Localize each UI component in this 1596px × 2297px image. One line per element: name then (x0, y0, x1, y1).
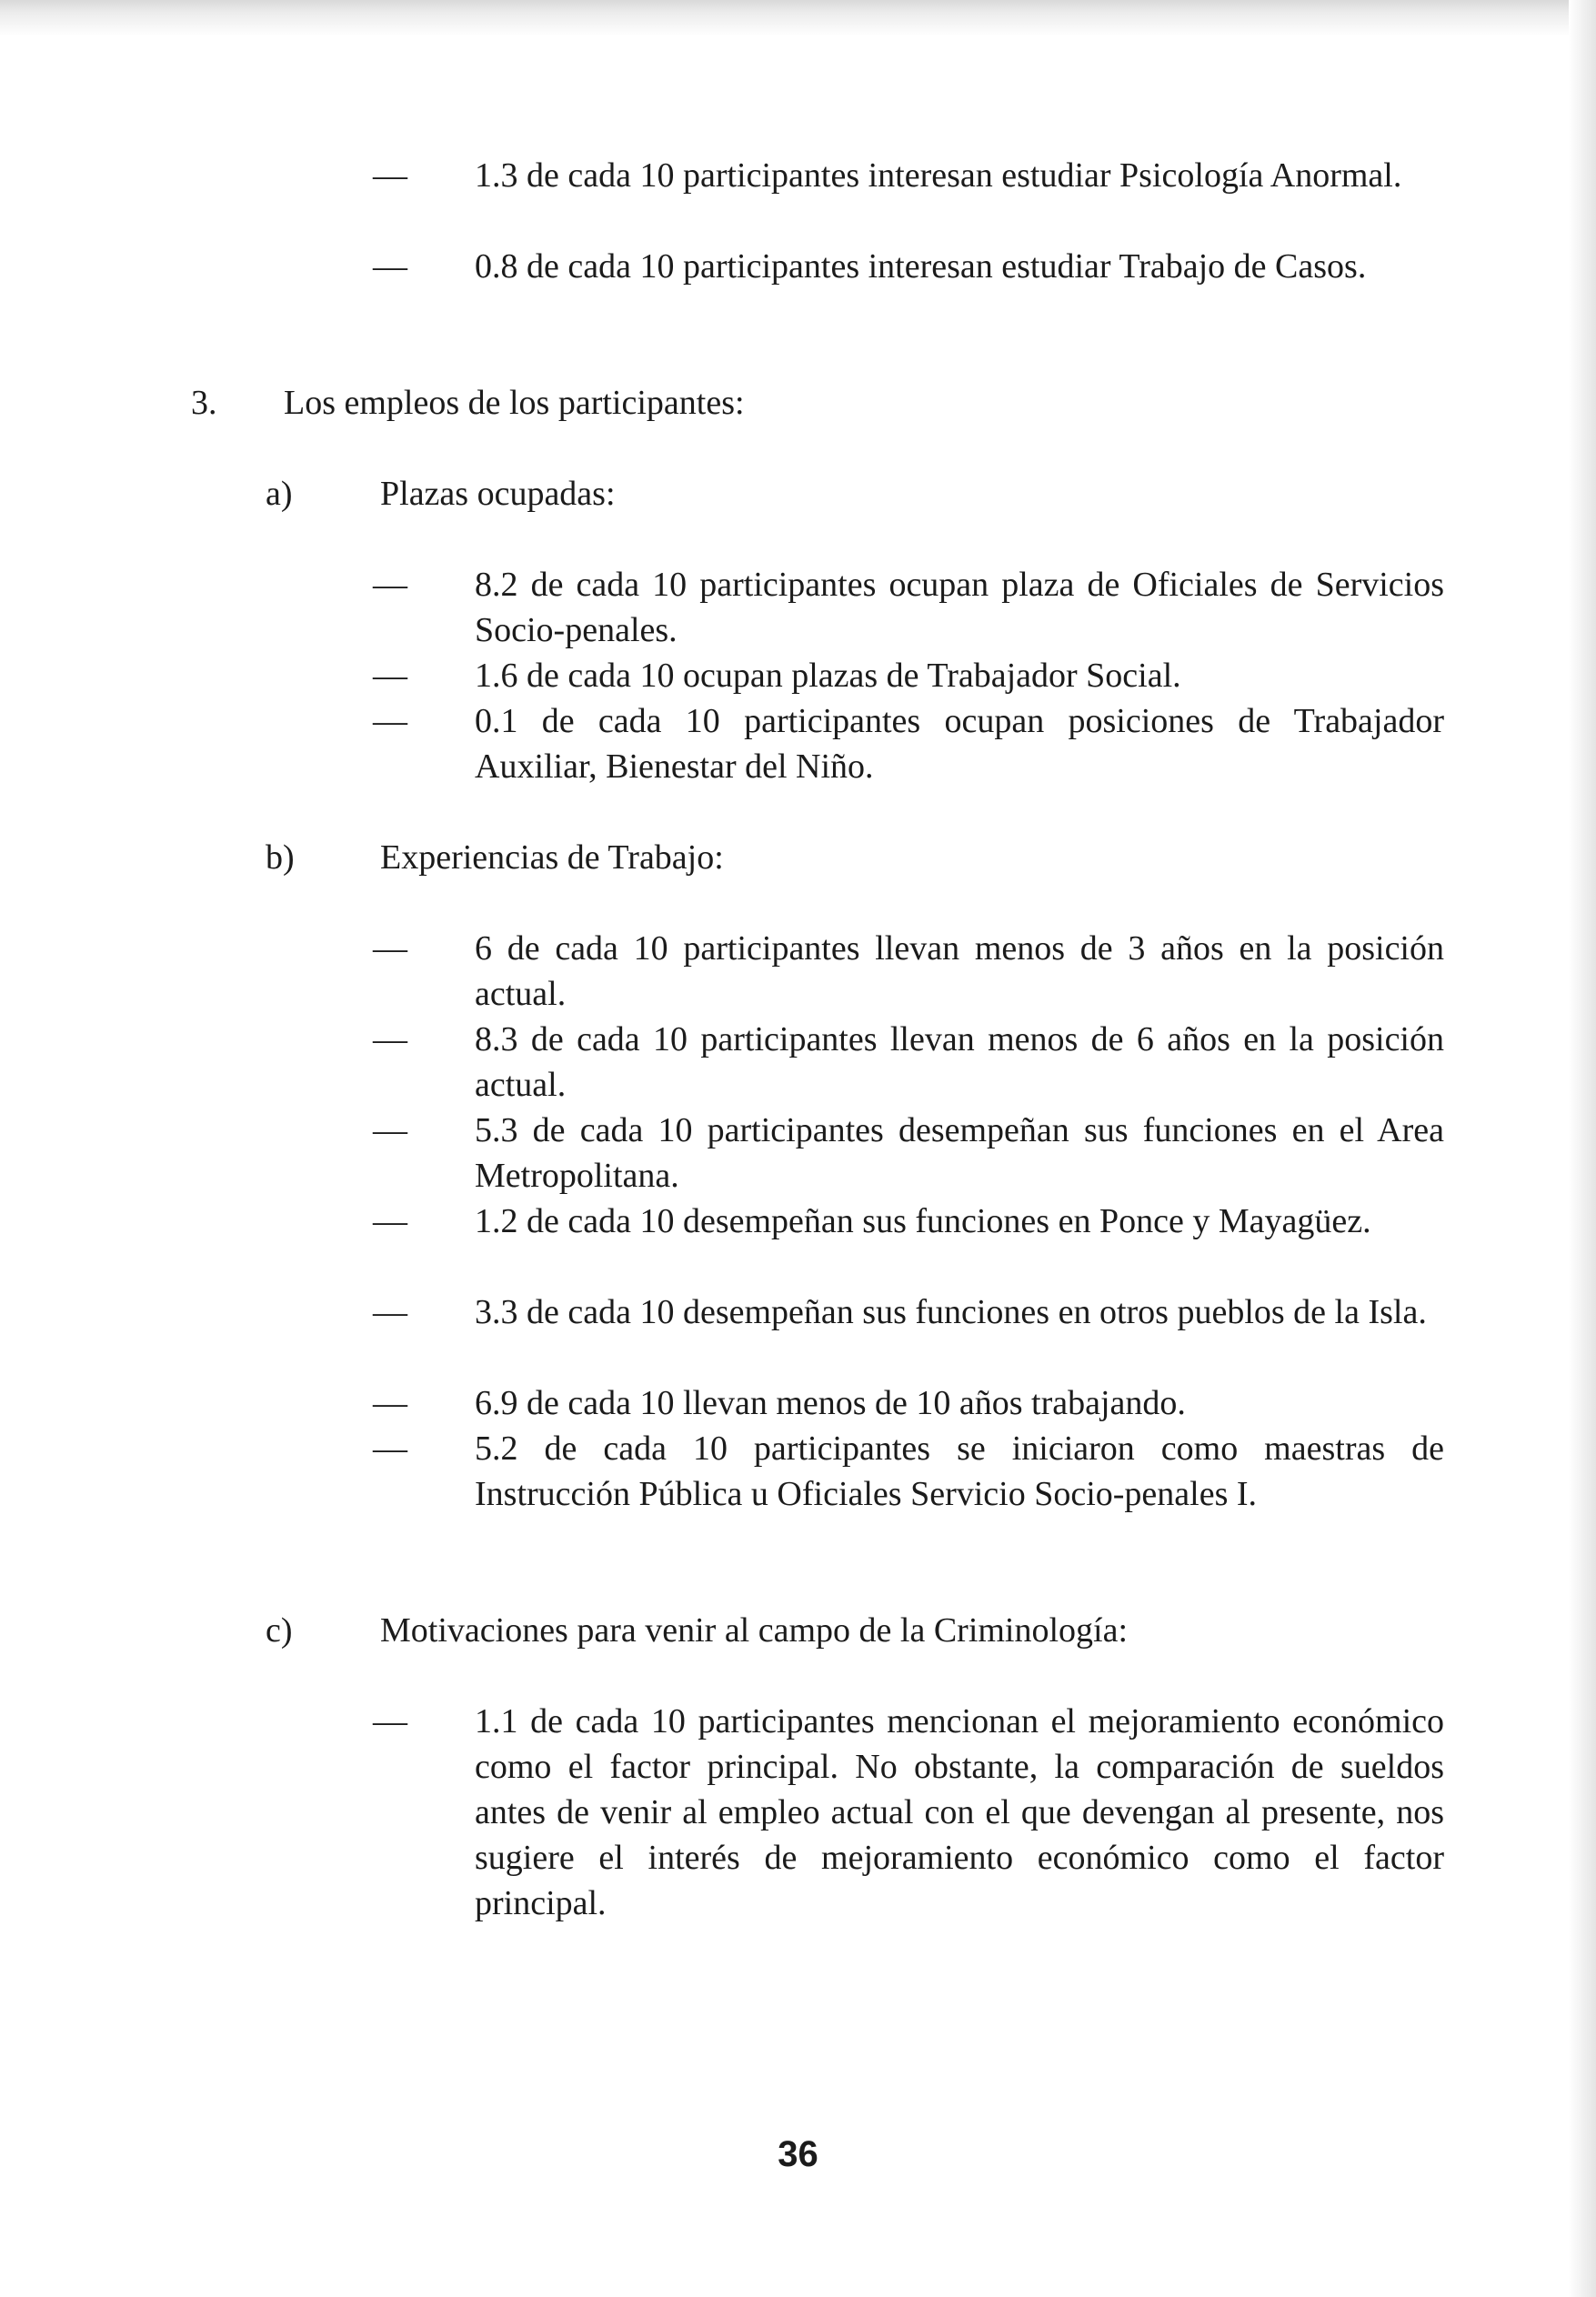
dash-bullet: — (373, 247, 407, 286)
section-number: 3. (191, 384, 217, 422)
list-item (373, 1380, 1444, 1426)
subsection-marker: b) (266, 838, 295, 877)
list-item-text: 6.9 de cada 10 llevan menos de 10 años trabajando. (475, 1384, 1186, 1422)
list-item-text: 1.1 de cada 10 participantes mencionan el mejoramiento económico como el factor principal. No obstante, la comparación de sueldos antes de venir al empleo actual con el que devengan al presente, nos sugiere el interés de mejoramiento económico como el factor principal. (475, 1702, 1444, 1922)
dash-bullet: — (373, 1202, 407, 1240)
list-item (373, 1699, 1444, 1926)
subsection-marker: a) (266, 475, 293, 513)
section-title: Los empleos de los participantes: (284, 384, 745, 422)
list-item-text: 8.2 de cada 10 participantes ocupan plaza de Oficiales de Servicios Socio-penales. (475, 566, 1444, 649)
list-item (373, 244, 1444, 289)
list-item-text: 0.8 de cada 10 participantes interesan estudiar Trabajo de Casos. (475, 247, 1367, 286)
list-item (373, 562, 1444, 653)
list-item (373, 1199, 1444, 1244)
subsection-title: Experiencias de Trabajo: (380, 838, 724, 877)
list-item (373, 653, 1444, 698)
list-item (373, 698, 1444, 789)
dash-bullet: — (373, 1702, 407, 1740)
list-item-text: 0.1 de cada 10 participantes ocupan posiciones de Trabajador Auxiliar, Bienestar del Niño. (475, 702, 1444, 786)
dash-bullet: — (373, 1111, 407, 1149)
subsection-marker: c) (266, 1611, 293, 1650)
dash-bullet: — (373, 1020, 407, 1058)
list-item (373, 153, 1444, 198)
dash-bullet: — (373, 156, 407, 195)
list-item (373, 1289, 1444, 1335)
dash-bullet: — (373, 1293, 407, 1331)
list-item-text: 1.3 de cada 10 participantes interesan estudiar Psicología Anormal. (475, 156, 1402, 195)
list-item-text: 5.3 de cada 10 participantes desempeñan sus funciones en el Area Metropolitana. (475, 1111, 1444, 1195)
list-item-text: 3.3 de cada 10 desempeñan sus funciones en otros pueblos de la Isla. (475, 1293, 1427, 1331)
subsection-title: Plazas ocupadas: (380, 475, 616, 513)
list-item (373, 1017, 1444, 1108)
list-item-text: 6 de cada 10 participantes llevan menos de 3 años en la posición actual. (475, 929, 1444, 1013)
list-item (373, 926, 1444, 1017)
list-item-text: 5.2 de cada 10 participantes se iniciaron como maestras de Instrucción Pública u Oficiales Servicio Socio-penales I. (475, 1429, 1444, 1513)
list-item-text: 1.6 de cada 10 ocupan plazas de Trabajador Social. (475, 657, 1181, 695)
dash-bullet: — (373, 1384, 407, 1422)
list-item (373, 1426, 1444, 1517)
page-number: 36 (778, 2134, 818, 2174)
dash-bullet: — (373, 702, 407, 740)
dash-bullet: — (373, 657, 407, 695)
dash-bullet: — (373, 566, 407, 604)
dash-bullet: — (373, 1429, 407, 1468)
dash-bullet: — (373, 929, 407, 968)
list-item (373, 1108, 1444, 1199)
list-item-text: 1.2 de cada 10 desempeñan sus funciones en Ponce y Mayagüez. (475, 1202, 1371, 1240)
list-item-text: 8.3 de cada 10 participantes llevan menos de 6 años en la posición actual. (475, 1020, 1444, 1104)
subsection-title: Motivaciones para venir al campo de la Criminología: (380, 1611, 1129, 1650)
